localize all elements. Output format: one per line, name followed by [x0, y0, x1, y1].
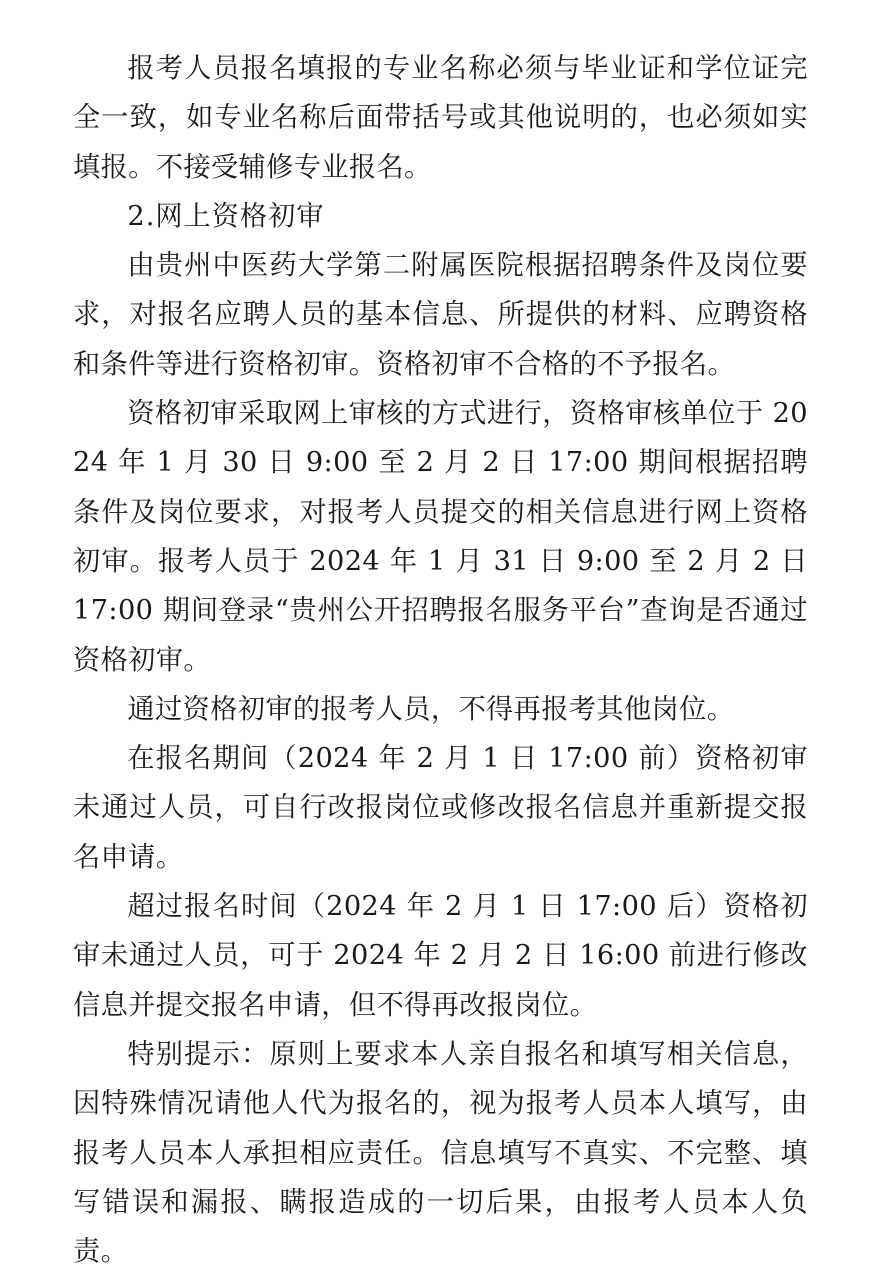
- paragraph-after-registration: 超过报名时间（2024 年 2 月 1 日 17:00 后）资格初审未通过人员，可于 2024 年 2 月 2 日 16:00 前进行修改信息并提交报名申请，但不得再改报岗位。: [73, 891, 808, 1021]
- paragraph-special-notice: 特别提示：原则上要求本人亲自报名和填写相关信息，因特殊情况请他人代为报名的，视为报考人员本人填写，由报考人员本人承担相应责任。信息填写不真实、不完整、填写错误和漏报、瞒报造成的一切后果，由报考人员本人负责。: [73, 1038, 808, 1268]
- paragraph-major-name-requirement: 报考人员报名填报的专业名称必须与毕业证和学位证完全一致，如专业名称后面带括号或其他说明的，也必须如实填报。不接受辅修专业报名。: [73, 53, 808, 183]
- section-heading-online-review: 2.网上资格初审: [127, 200, 325, 232]
- paragraph-no-other-position: 通过资格初审的报考人员，不得再报考其他岗位。: [127, 693, 735, 725]
- paragraph-during-registration: 在报名期间（2024 年 2 月 1 日 17:00 前）资格初审未通过人员，可自行改报岗位或修改报名信息并重新提交报名申请。: [73, 743, 808, 873]
- paragraph-review-schedule: 资格初审采取网上审核的方式进行，资格审核单位于 2024 年 1 月 30 日 9:00 至 2 月 2 日 17:00 期间根据招聘条件及岗位要求，对报考人员提交的相关信息进行网上资格初审。报考人员于 2024 年 1 月 31 日 9:00 至 2 月 2 日 17:00 期间登录“贵州公开招聘报名服务平台”查询是否通过资格初审。: [73, 398, 808, 676]
- paragraph-review-authority: 由贵州中医药大学第二附属医院根据招聘条件及岗位要求，对报名应聘人员的基本信息、所提供的材料、应聘资格和条件等进行资格初审。资格初审不合格的不予报名。: [73, 250, 808, 380]
